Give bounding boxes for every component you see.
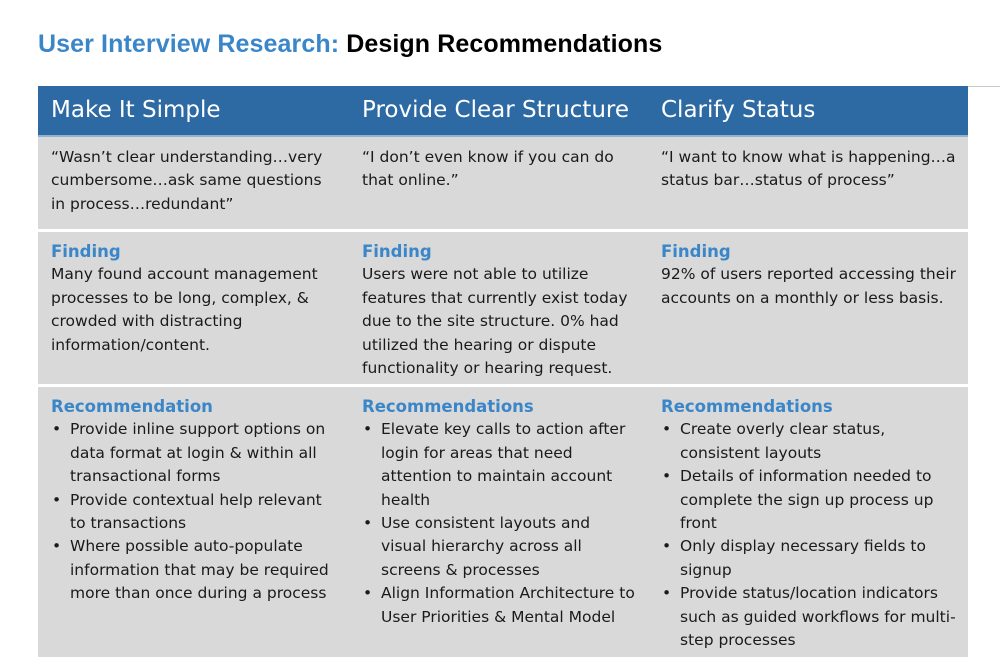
list-item: • Where possible auto-populate information that may be required more than once during a process xyxy=(51,535,339,605)
finding-cell xyxy=(648,232,968,384)
table-header-row xyxy=(38,86,968,137)
page-title xyxy=(38,30,662,59)
header-rule xyxy=(968,86,1000,87)
finding-text: Users were not able to utilize features that currently exist today due to the site structure. 0% had utilized the hearing or dispute functionality or hearing request. xyxy=(362,265,628,378)
list-item: • Create overly clear status, consistent layouts xyxy=(661,418,958,465)
quote-row xyxy=(38,137,968,232)
recommendation-label: Recommendations xyxy=(362,397,534,416)
finding-label: Finding xyxy=(362,242,432,261)
list-item: • Provide inline support options on data format at login & within all transactional forms xyxy=(51,418,339,488)
finding-text: Many found account management processes to be long, complex, & crowded with distracting information/content. xyxy=(51,265,318,354)
quote-cell: “I don’t even know if you can do that online.” xyxy=(362,148,614,190)
recommendation-cell xyxy=(38,387,349,657)
recommendations-table xyxy=(38,86,968,657)
recommendation-cell xyxy=(648,387,968,657)
recommendation-list xyxy=(51,418,339,605)
finding-row xyxy=(38,232,968,387)
quote-cell: “Wasn’t clear understanding…very cumbersome…ask same questions in process…redundant” xyxy=(51,148,323,213)
recommendation-list xyxy=(661,418,958,652)
title-prefix: User Interview Research: xyxy=(38,30,340,58)
recommendation-cell xyxy=(349,387,648,657)
quote-cell: “I want to know what is happening…a status bar…status of process” xyxy=(661,148,956,190)
finding-cell xyxy=(349,232,648,384)
column-header-clarify-status: Clarify Status xyxy=(661,97,816,123)
finding-cell xyxy=(38,232,349,384)
column-header-make-it-simple: Make It Simple xyxy=(51,97,221,123)
list-item: • Provide status/location indicators such as guided workflows for multi-step processes xyxy=(661,582,958,652)
list-item: • Only display necessary fields to signup xyxy=(661,535,958,582)
finding-label: Finding xyxy=(661,242,731,261)
recommendation-label: Recommendation xyxy=(51,397,213,416)
list-item: • Align Information Architecture to User Priorities & Mental Model xyxy=(362,582,638,629)
list-item: • Use consistent layouts and visual hierarchy across all screens & processes xyxy=(362,512,638,582)
recommendation-row xyxy=(38,387,968,657)
finding-label: Finding xyxy=(51,242,121,261)
title-main: Design Recommendations xyxy=(346,30,663,58)
recommendation-list xyxy=(362,418,638,629)
list-item: • Details of information needed to complete the sign up process up front xyxy=(661,465,958,535)
list-item: • Elevate key calls to action after login for areas that need attention to maintain account health xyxy=(362,418,638,512)
finding-text: 92% of users reported accessing their accounts on a monthly or less basis. xyxy=(661,265,956,307)
column-header-provide-clear-structure: Provide Clear Structure xyxy=(362,97,630,123)
recommendation-label: Recommendations xyxy=(661,397,833,416)
list-item: • Provide contextual help relevant to transactions xyxy=(51,489,339,536)
